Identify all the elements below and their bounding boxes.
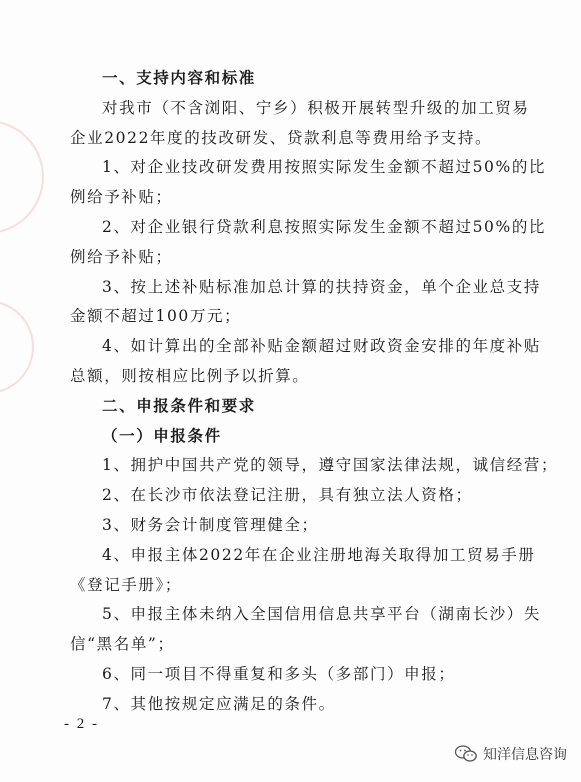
paragraph-line: 1、对企业技改研发费用按照实际发生金额不超过50%的比: [102, 158, 547, 177]
seal-mark: [0, 300, 34, 394]
subsection-heading-conditions: （一）申报条件: [102, 425, 222, 445]
page-number: - 2 -: [64, 716, 99, 732]
paragraph-line: 1、拥护中国共产党的领导，遵守国家法律法规，诚信经营；: [102, 456, 559, 475]
paragraph-line: 例给予补贴；: [70, 247, 173, 266]
watermark: [455, 744, 567, 764]
paragraph-line: 对我市（不含浏阳、宁乡）积极开展转型升级的加工贸易: [102, 98, 530, 117]
watermark-text: 知洋信息咨询: [483, 747, 567, 763]
paragraph-line: 3、财务会计制度管理健全；: [102, 516, 319, 534]
paragraph-line: 6、同一项目不得重复和多头（多部门）申报；: [102, 665, 456, 683]
paragraph-line: 2、在长沙市依法登记注册，具有独立法人资格；: [102, 486, 473, 505]
paragraph-line: 《登记手册》；: [70, 575, 182, 594]
paragraph-line: 例给予补贴；: [70, 188, 173, 207]
paragraph-line: 7、其他按规定应满足的条件。: [102, 694, 336, 713]
paragraph-line: 总额，则按相应比例予以折算。: [70, 367, 310, 385]
paragraph-line: 4、申报主体2022年在企业注册地海关取得加工贸易手册: [102, 545, 536, 564]
section-heading-support: 一、支持内容和标准: [102, 69, 256, 87]
wechat-icon: [455, 745, 477, 763]
paragraph-line: 4、如计算出的全部补贴金额超过财政资金安排的年度补贴: [102, 337, 541, 356]
paragraph-line: 企业2022年度的技改研发、贷款利息等费用给予支持。: [70, 128, 493, 147]
paragraph-line: 2、对企业银行贷款利息按照实际发生金额不超过50%的比: [102, 218, 547, 236]
seal-mark: [0, 120, 44, 234]
section-heading-requirements: 二、申报条件和要求: [102, 396, 256, 415]
paragraph-line: 3、按上述补贴标准加总计算的扶持资金，单个企业总支持: [102, 277, 541, 296]
paragraph-line: 信“黑名单”；: [70, 635, 175, 654]
paragraph-line: 金额不超过100万元；: [70, 307, 242, 326]
paragraph-line: 5、申报主体未纳入全国信用信息共享平台（湖南长沙）失: [102, 605, 541, 624]
